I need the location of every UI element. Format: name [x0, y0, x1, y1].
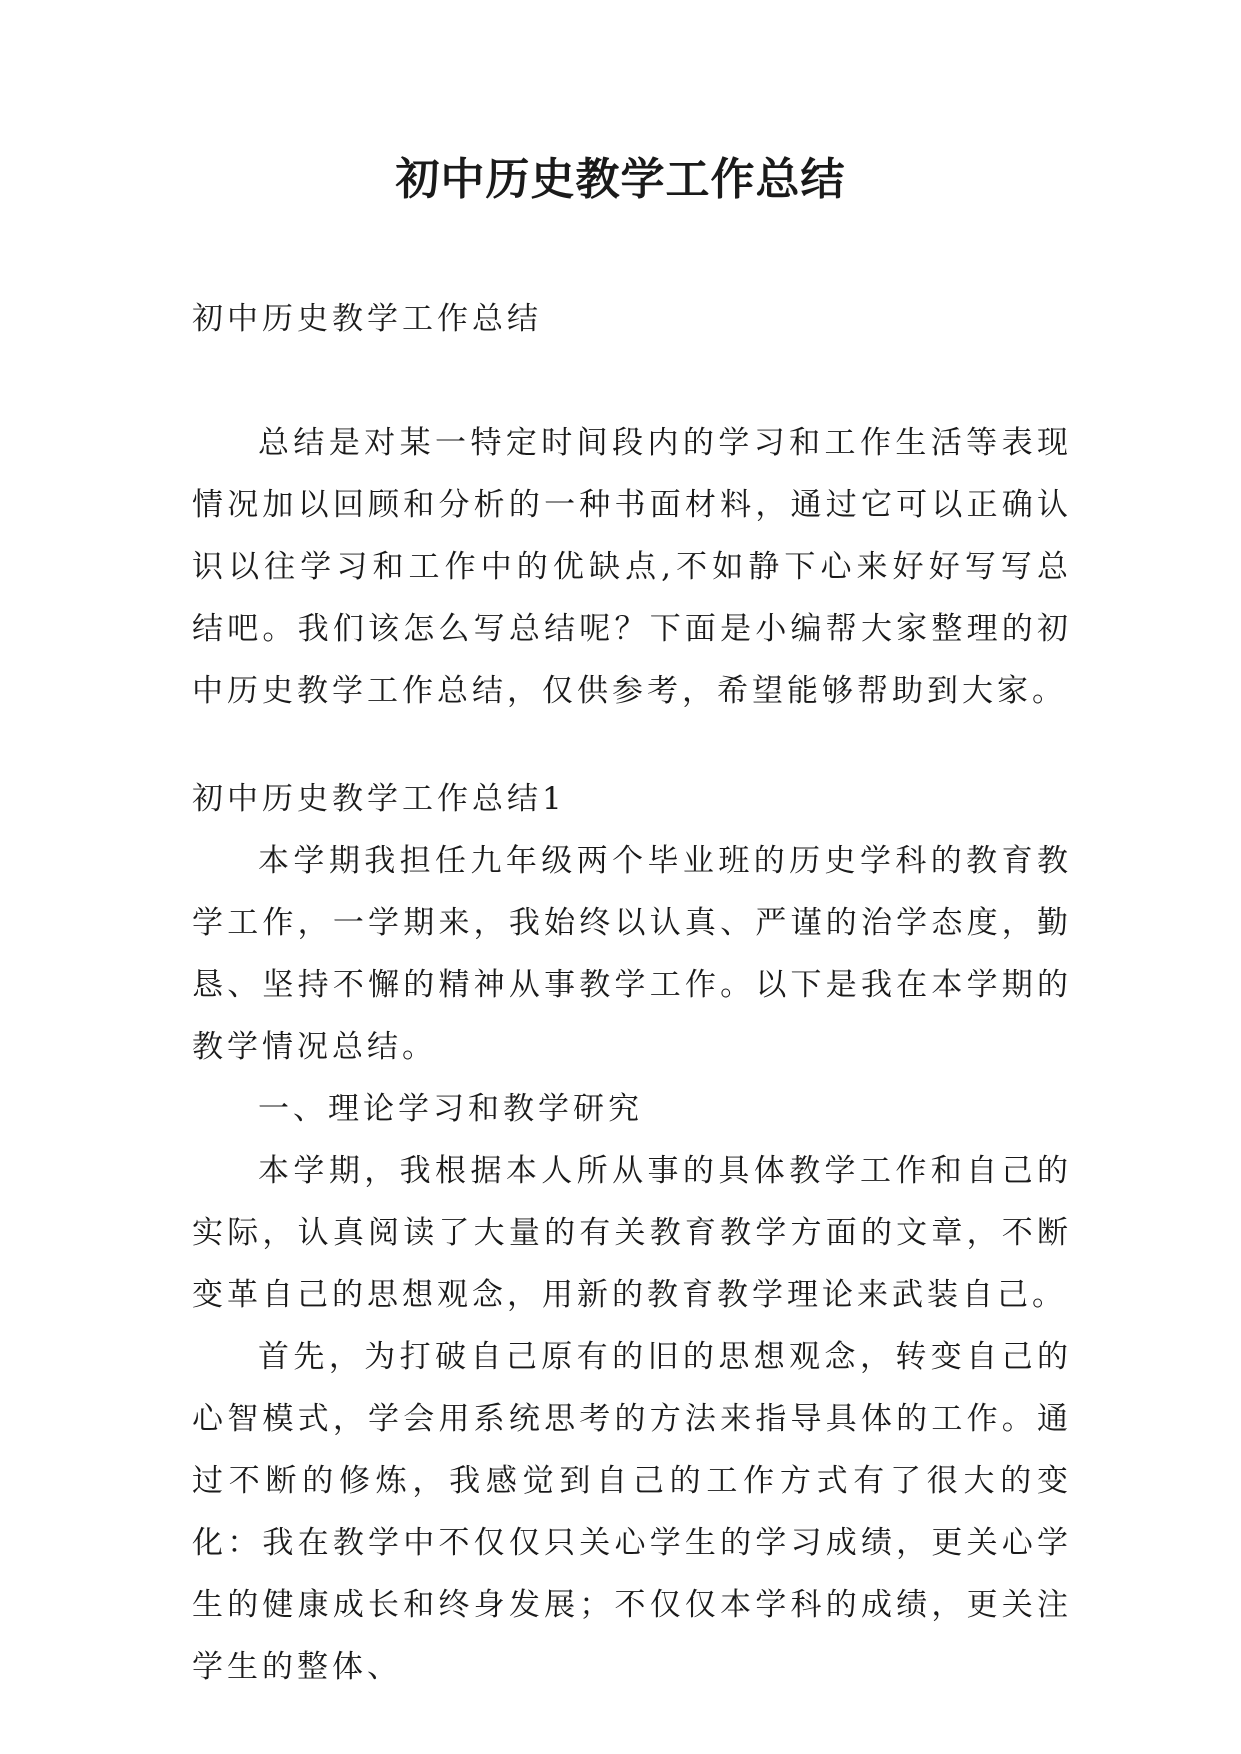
body-paragraph: 首先，为打破自己原有的旧的思想观念，转变自己的心智模式，学会用系统思考的方法来指导具体的工作。通过不断的修炼，我感觉到自己的工作方式有了很大的变化：我在教学中不仅仅只关心学生的学习成绩，更关心学生的健康成长和终身发展；不仅仅本学科的成绩，更关注学生的整体、 — [192, 1339, 1072, 1685]
document-title: 初中历史教学工作总结 — [395, 154, 846, 205]
intro-paragraph: 总结是对某一特定时间段内的学习和工作生活等表现情况加以回顾和分析的一种书面材料，通过它可以正确认识以往学习和工作中的优缺点,不如静下心来好好写写总结吧。我们该怎么写总结呢？下面是小编帮大家整理的初中历史教学工作总结，仅供参考，希望能够帮助到大家。 — [192, 425, 1072, 709]
subsection-heading: 一、理论学习和教学研究 — [258, 1091, 643, 1127]
section-heading: 初中历史教学工作总结1 — [192, 781, 566, 817]
document-subtitle: 初中历史教学工作总结 — [192, 301, 542, 337]
document-body — [192, 288, 1072, 1698]
body-paragraph: 本学期我担任九年级两个毕业班的历史学科的教育教学工作，一学期来，我始终以认真、严谨的治学态度，勤恳、坚持不懈的精神从事教学工作。以下是我在本学期的教学情况总结。 — [192, 843, 1072, 1065]
body-paragraph: 本学期，我根据本人所从事的具体教学工作和自己的实际，认真阅读了大量的有关教育教学方面的文章，不断变革自己的思想观念，用新的教育教学理论来武装自己。 — [192, 1153, 1072, 1313]
